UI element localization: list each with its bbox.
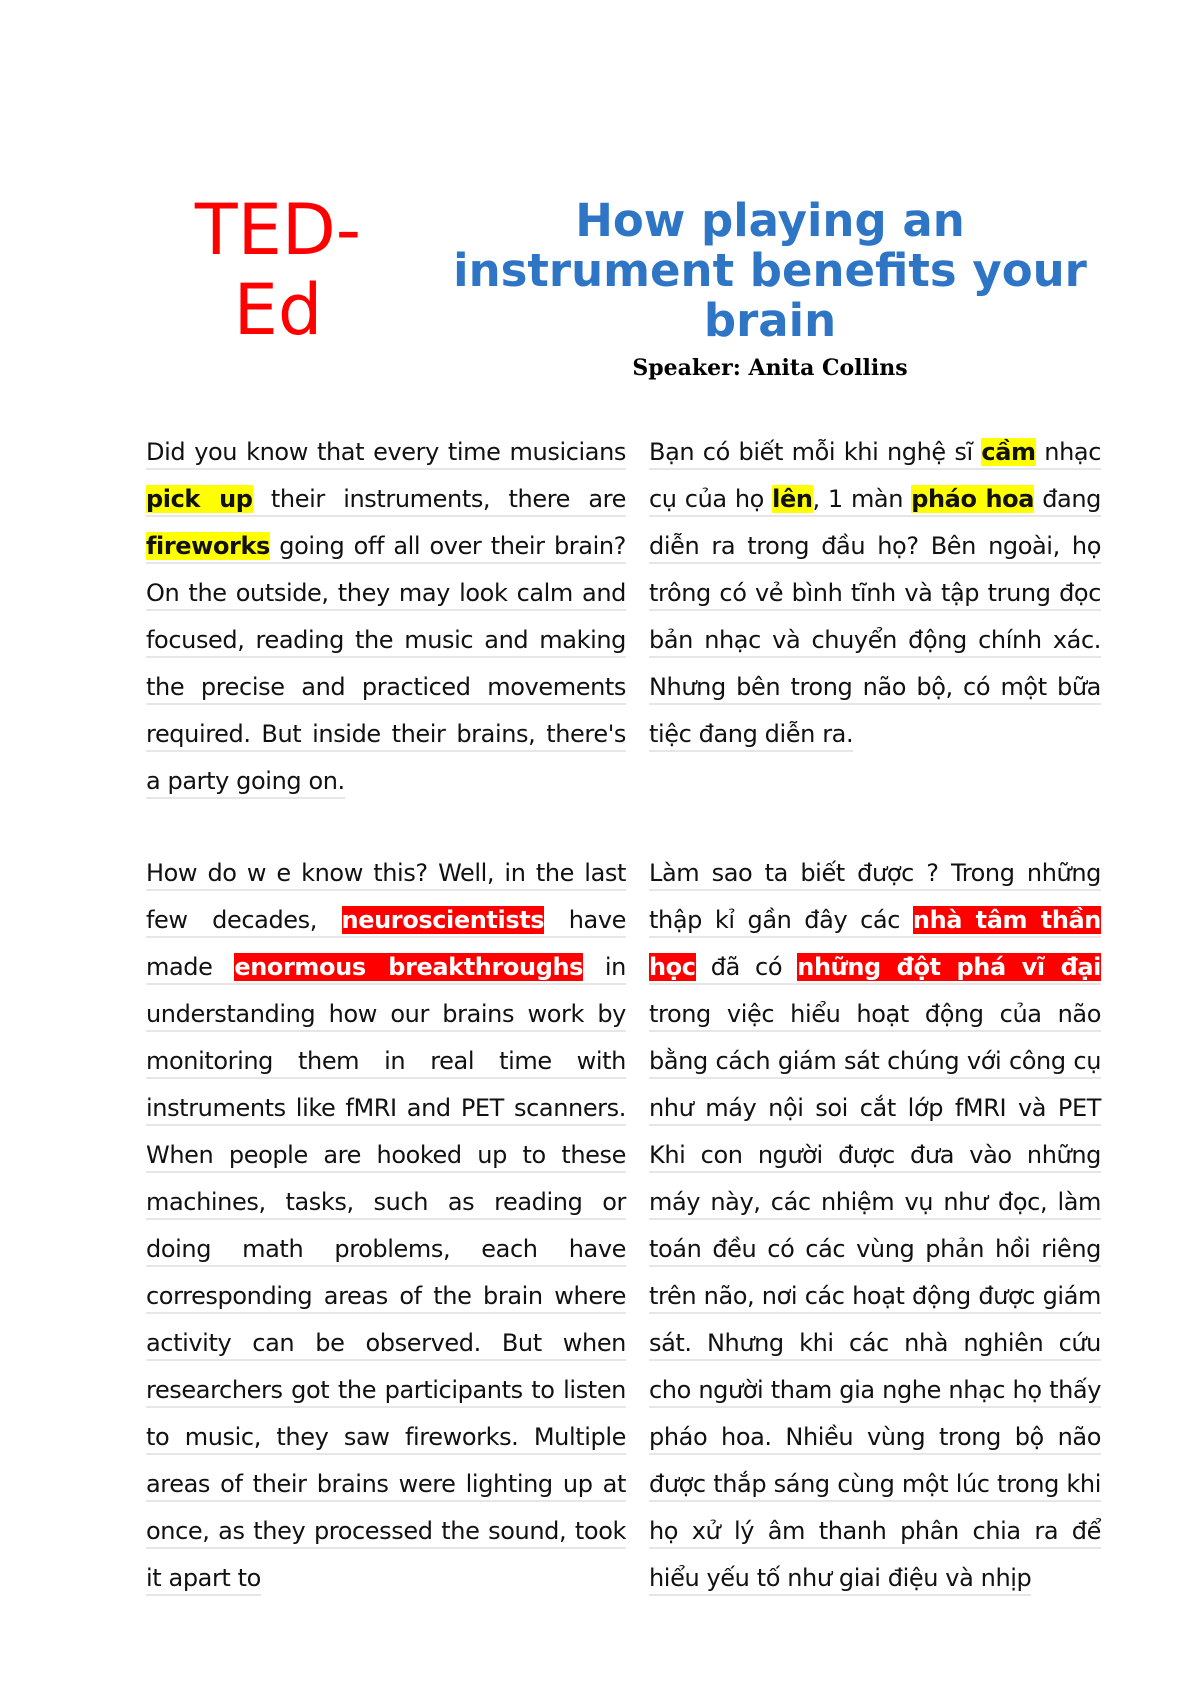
highlight-vocab: nhà tâm thần học <box>649 906 1101 981</box>
paragraph-1-english <box>146 429 626 805</box>
highlight-vocab: pháo hoa <box>911 485 1035 513</box>
text: Bạn có biết mỗi khi nghệ sĩ <box>649 438 982 466</box>
paragraph-2-english <box>146 850 626 1602</box>
text: going off all over their brain? On the outside, they may look calm and focused, reading the music and making the precise and practiced movements required. But inside their brains, there's a party going on. <box>146 532 626 795</box>
highlight-vocab: neuroscientists <box>341 906 545 934</box>
page-title: How playing an instrument benefits your brain <box>453 194 1087 347</box>
text: nhạc cụ của họ <box>649 438 1101 513</box>
speaker-line: Speaker: Anita Collins <box>632 355 908 381</box>
text: Làm sao ta biết được ? Trong những thập kỉ gần đây các <box>649 859 1101 934</box>
text: Did you know that every time musicians <box>146 438 626 466</box>
text: đã có <box>695 953 798 981</box>
paragraph-1-vietnamese <box>649 429 1101 758</box>
paragraph-2-vietnamese <box>649 850 1101 1602</box>
text: trong việc hiểu hoạt động của não bằng cách giám sát chúng với công cụ như máy nội soi cắt lớp fMRI và PET Khi con người được đưa vào những máy này, các nhiệm vụ như đọc, làm toán đều có các vùng phản hồi riêng trên não, nơi các hoạt động được giám sát. Nhưng khi các nhà nghiên cứu cho người tham gia nghe nhạc họ thấy pháo hoa. Nhiều vùng trong bộ não được thắp sáng cùng một lúc trong khi họ xử lý âm thanh phân chia ra để hiểu yếu tố như giai điệu và nhịp <box>649 1000 1101 1592</box>
highlight-vocab: fireworks <box>146 532 270 560</box>
highlight-vocab: lên <box>772 485 813 513</box>
text: in understanding how our brains work by monitoring them in real time with instruments like fMRI and PET scanners. When people are hooked up to these machines, tasks, such as reading or doing math problems, each have corresponding areas of the brain where activity can be observed. But when researchers got the participants to listen to music, they saw fireworks. Multiple areas of their brains were lighting up at once, as they processed the sound, took it apart to <box>146 953 626 1592</box>
highlight-vocab: pick up <box>146 485 253 513</box>
highlight-vocab: cầm <box>981 438 1036 466</box>
highlight-vocab: những đột phá vĩ đại <box>797 953 1101 981</box>
text: đang diễn ra trong đầu họ? Bên ngoài, họ trông có vẻ bình tĩnh và tập trung đọc bản nhạc và chuyển động chính xác. Nhưng bên trong não bộ, có một bữa tiệc đang diễn ra. <box>649 485 1101 748</box>
highlight-vocab: enormous breakthroughs <box>234 953 584 981</box>
text: How do w e know this? Well, in the last few decades, <box>146 859 626 934</box>
text: , 1 màn <box>812 485 912 513</box>
text: have made <box>146 906 626 981</box>
text: their instruments, there are <box>252 485 626 513</box>
ted-ed-brand: TED-Ed <box>194 189 362 351</box>
